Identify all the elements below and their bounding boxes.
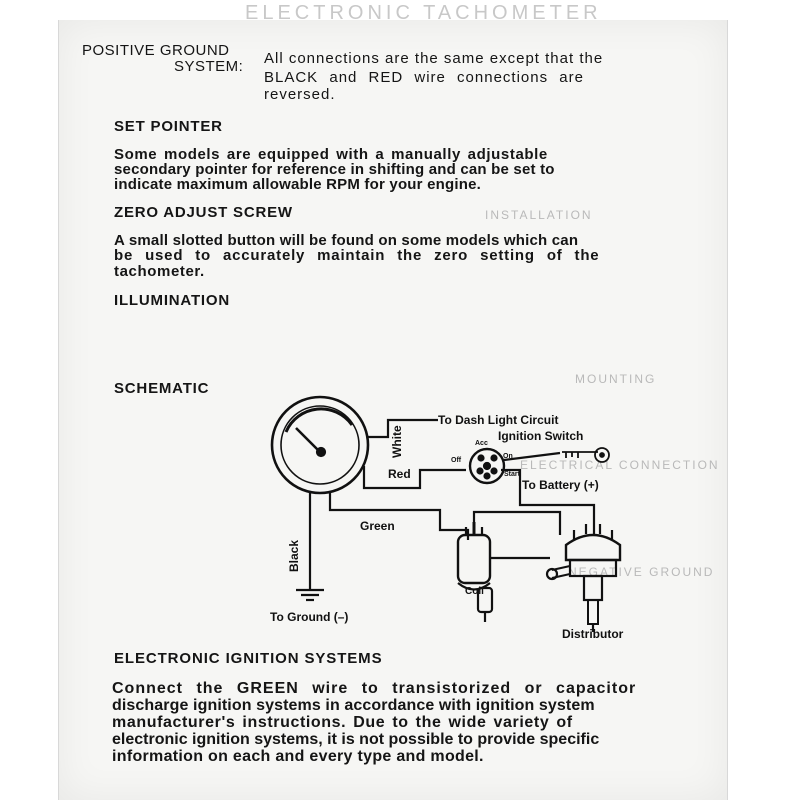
- label-black-wire: Black: [287, 539, 301, 572]
- ignition-switch-icon: [470, 449, 504, 483]
- label-to-ground: To Ground (–): [270, 610, 349, 624]
- ignition-coil-icon: [458, 522, 492, 622]
- header-ghost-text: ELECTRONIC TACHOMETER: [245, 2, 602, 24]
- zero-adjust-text-1: A small slotted button will be found on some models which can: [114, 232, 579, 249]
- label-red-wire: Red: [388, 467, 411, 481]
- illumination-heading: ILLUMINATION: [114, 292, 230, 309]
- positive-ground-heading-system: SYSTEM:: [174, 58, 244, 75]
- distributor-icon: [547, 524, 620, 632]
- zero-adjust-text-3: tachometer.: [114, 263, 205, 280]
- electronic-ignition-text-1: Connect the GREEN wire to transistorized or capacitor: [112, 680, 637, 697]
- bleed-through-mounting: MOUNTING: [575, 372, 657, 386]
- bleed-through-electrical: ELECTRICAL CONNECTION: [520, 458, 720, 472]
- electronic-ignition-text-5: information on each and every type and model.: [112, 748, 484, 765]
- ignition-key-icon: [562, 448, 609, 462]
- electronic-ignition-text-4: electronic ignition systems, it is not possible to provide specific: [112, 731, 600, 748]
- set-pointer-text-3: indicate maximum allowable RPM for your engine.: [114, 176, 481, 193]
- tachometer-gauge-icon: [272, 397, 368, 493]
- positive-ground-text-3: reversed.: [264, 86, 336, 103]
- positive-ground-heading: POSITIVE GROUND: [82, 42, 230, 59]
- positive-ground-text-2: BLACK and RED wire connections are: [264, 69, 584, 86]
- set-pointer-text-2: secondary pointer for reference in shifting and can be set to: [114, 161, 555, 178]
- zero-adjust-text-2: be used to accurately maintain the zero setting of the: [114, 247, 600, 264]
- label-dash-light: To Dash Light Circuit: [438, 413, 559, 427]
- positive-ground-text-1: All connections are the same except that the: [264, 50, 604, 67]
- schematic-heading: SCHEMATIC: [114, 380, 210, 397]
- label-green-wire: Green: [360, 519, 395, 533]
- label-off: Off: [451, 457, 462, 464]
- set-pointer-heading: SET POINTER: [114, 118, 223, 135]
- electronic-ignition-text-2: discharge ignition systems in accordance with ignition system: [112, 697, 595, 714]
- electronic-ignition-heading: ELECTRONIC IGNITION SYSTEMS: [114, 650, 383, 667]
- label-white-wire: White: [390, 425, 404, 458]
- label-start: Start: [504, 471, 520, 478]
- label-to-battery: To Battery (+): [522, 478, 599, 492]
- bleed-through-installation: INSTALLATION: [485, 208, 593, 222]
- label-on: On: [503, 453, 513, 460]
- zero-adjust-heading: ZERO ADJUST SCREW: [114, 204, 293, 221]
- set-pointer-text-1: Some models are equipped with a manually adjustable: [114, 146, 548, 163]
- label-ignition-switch: Ignition Switch: [498, 429, 584, 443]
- electronic-ignition-text-3: manufacturer's instructions. Due to the wide variety of: [112, 714, 573, 731]
- bleed-through-negative: NEGATIVE GROUND: [568, 565, 715, 579]
- label-acc: Acc: [475, 440, 488, 447]
- label-coil: Coil: [465, 586, 484, 597]
- label-distributor: Distributor: [562, 627, 624, 641]
